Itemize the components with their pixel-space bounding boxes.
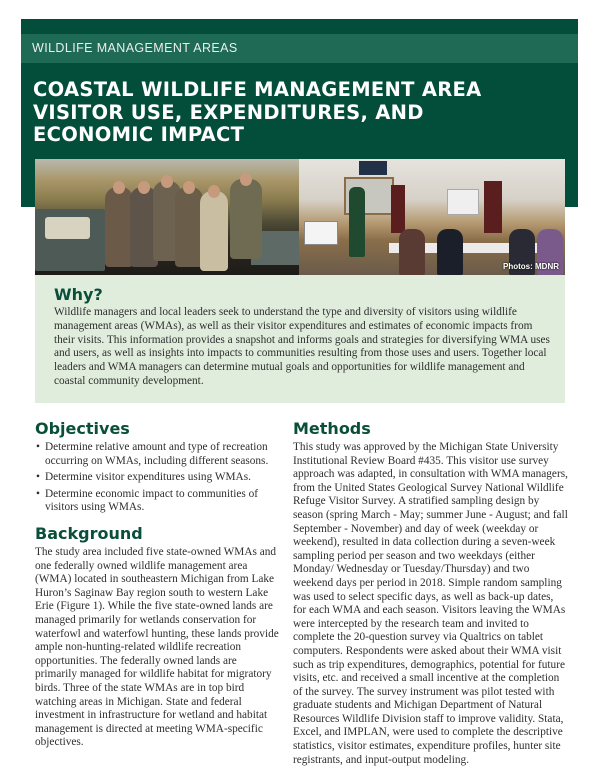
why-heading: Why?: [54, 285, 103, 304]
objective-item: [35, 441, 280, 468]
title-line-2: VISITOR USE, EXPENDITURES, AND: [33, 100, 424, 124]
header-photo: [35, 159, 565, 275]
cooler-shape: [45, 217, 90, 239]
why-body: Wildlife managers and local leaders seek to understand the type and diversity of visitors using wildlife management areas (WMAs), as well as their visitor expenditures and estimates of economic impacts from their visits. This information provides a snapshot and informs goals and strategies for diversifying WMA uses and users, as well as insights into impacts to communities resulting from those uses and users. Together local leaders and WMA managers can determine mutual goals and opportunities for wildlife management and coastal community development.: [54, 306, 550, 387]
series-band: [21, 34, 578, 63]
objective-text: Determine visitor expenditures using WMAs.: [45, 471, 251, 484]
right-column: [293, 419, 568, 767]
methods-body: This study was approved by the Michigan State University Institutional Review Board #435. This visitor use survey approach was adapted, in consultation with WMA managers, from the United States Geological Survey National Wildlife Refuge Visitor Survey. A stratified sampling design by season (spring March - May; summer June - August; and fall September - November) and day of week (weekday or weekend), resulted in data collection during a seven-week sampling period per season and two weekdays (either Monday/ Wednesday or Tuesday/Thursday) and two weekend days per period in 2018. Simple random sampling was used to select specific days, as well as back-up dates, for each WMA and each season. Visitors leaving the WMAs were intercepted by the research team and invited to complete the 20-question survey via Qualtrics on tablet computers. Respondents were asked about their WMA visit such as trip expenditures, demographics, potential for future visits, etc. and received a small incentive at the completion of the survey. The survey instrument was pilot tested with graduate students and Michigan Department of Natural Resources Wildlife Division staff to improve validity. Stata, Excel, and IMPLAN, were used to complete the descriptive statistics, visitor estimates, expenditure profiles, hunter site registrants, and input-output modeling.: [293, 441, 568, 766]
head-shape: [240, 173, 252, 186]
person-shape: [105, 187, 133, 267]
head-shape: [113, 181, 125, 194]
bullet-icon: •: [36, 441, 40, 453]
standing-person-shape: [349, 187, 365, 257]
methods-heading: Methods: [293, 419, 371, 438]
head-shape: [161, 175, 173, 188]
objective-item: [35, 471, 280, 485]
door-shape: [484, 181, 502, 233]
head-shape: [208, 185, 220, 198]
bullet-icon: •: [36, 487, 40, 500]
left-column: [35, 419, 280, 750]
objective-text: Determine relative amount and type of recreation occurring on WMAs, including different seasons.: [45, 441, 269, 467]
background-heading: Background: [35, 523, 143, 543]
head-shape: [138, 181, 150, 194]
photo-credit: Photos: MDNR: [503, 262, 559, 271]
objective-item: [35, 488, 280, 515]
tv-shape: [359, 161, 387, 175]
title-line-1: COASTAL WILDLIFE MANAGEMENT AREA: [33, 78, 482, 101]
page-title: [33, 79, 553, 147]
person-shape: [200, 191, 228, 271]
hunters-photo: [35, 159, 299, 275]
person-shape: [175, 187, 203, 267]
title-line-3: ECONOMIC IMPACT: [33, 123, 245, 146]
seated-person-shape: [437, 229, 463, 275]
background-body: The study area included five state-owned WMAs and one federally owned wildlife management area (WMA) located in southeastern Michigan from Lake Huron’s Saginaw Bay region south to western Lake Erie (Figure 1). While the five state-owned lands are managed primarily for wetlands conservation for waterfowl and waterfowl hunting, these lands provide ample non-hunting-related wildlife recreation opportunities. The federally owned lands are primarily managed for wildlife habitat for migratory birds. Three of the state WMAs are in top bird watching areas in Michigan. State and federal investment in infrastructure for wetland and habitat management is directed at meeting WMA-specific objectives.: [35, 545, 279, 749]
head-shape: [183, 181, 195, 194]
series-label: WILDLIFE MANAGEMENT AREAS: [32, 41, 238, 55]
objective-text: Determine economic impact to communities of visitors using WMAs.: [45, 487, 259, 514]
person-shape: [230, 179, 262, 259]
why-section: [35, 275, 565, 403]
check-station-photo: [299, 159, 565, 275]
waterfowl-sign: [304, 221, 338, 245]
objectives-list: [35, 441, 280, 515]
door-shape: [391, 185, 405, 233]
objectives-heading: Objectives: [35, 419, 130, 438]
seated-person-shape: [399, 229, 425, 275]
whiteboard-shape: [447, 189, 479, 215]
bullet-icon: •: [36, 471, 40, 484]
